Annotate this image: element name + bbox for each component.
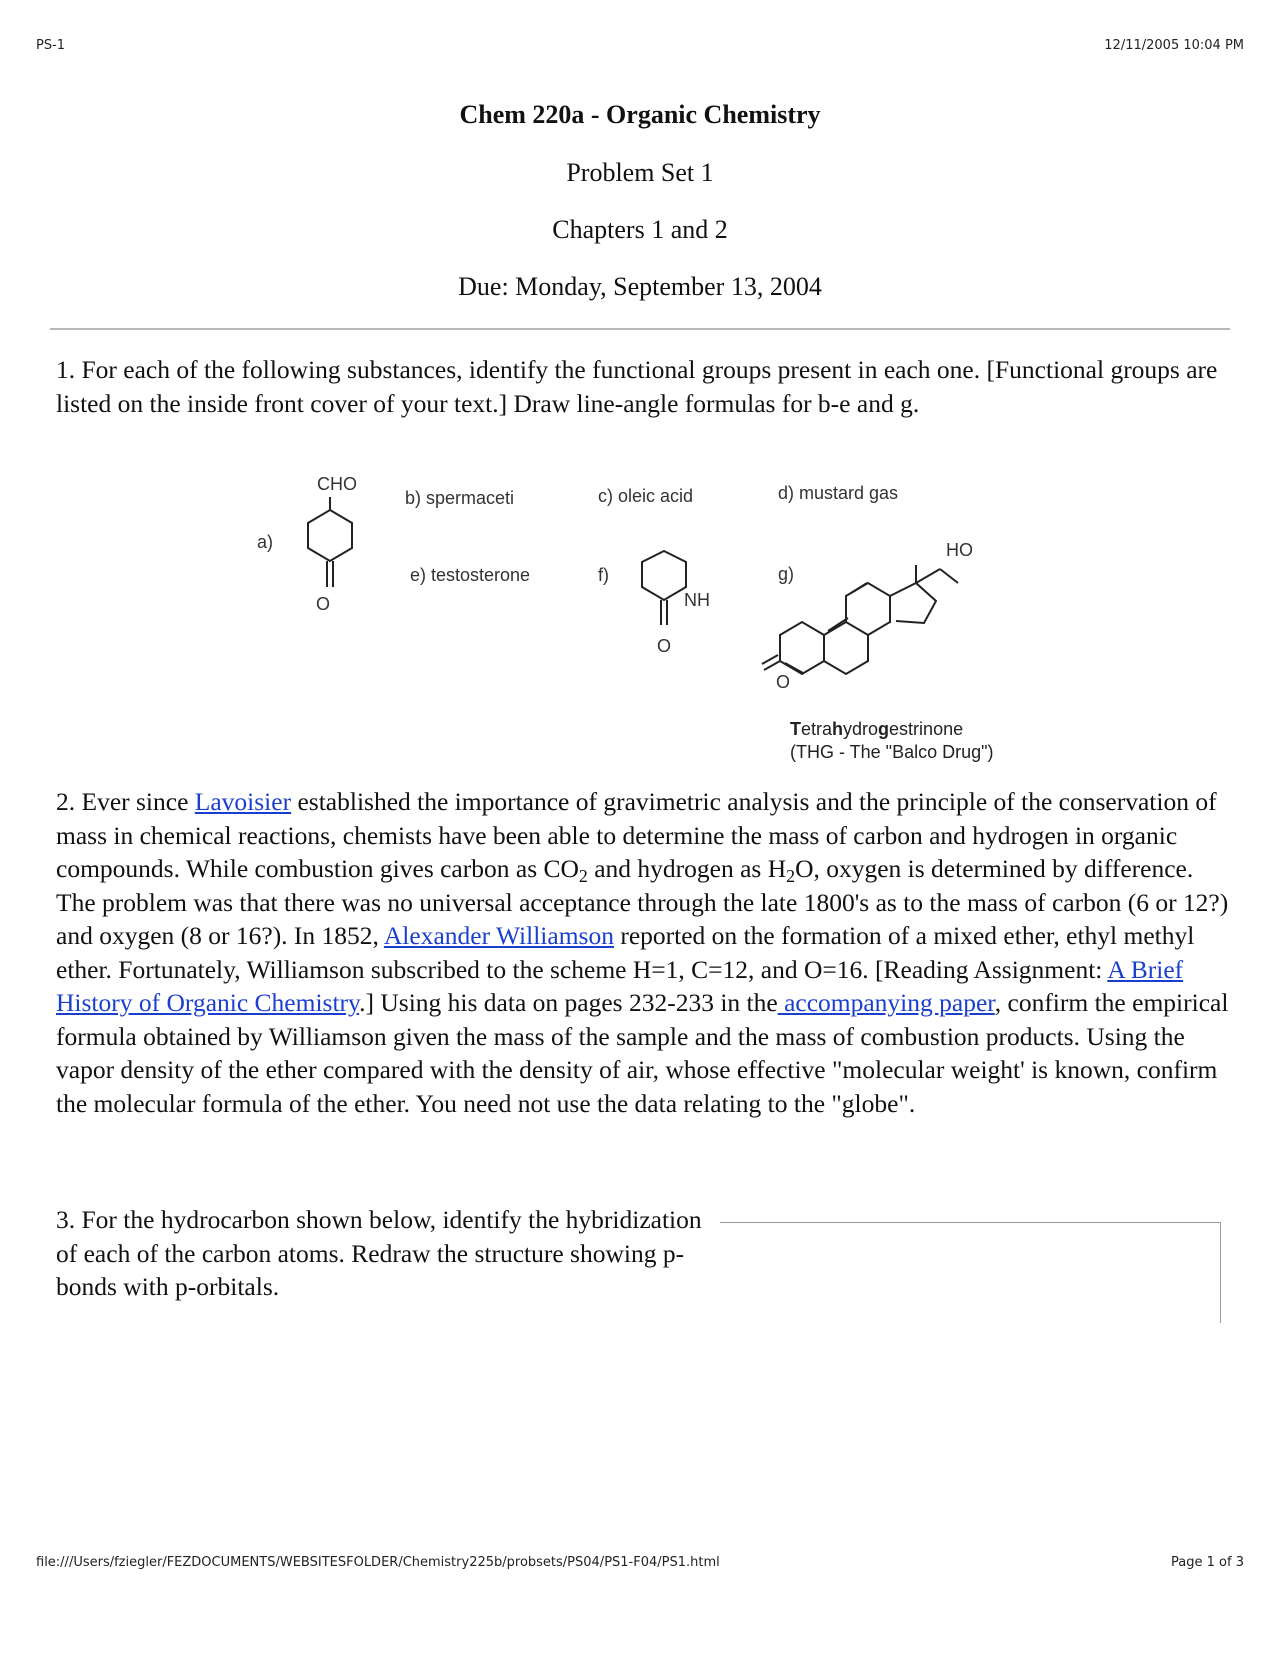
struct-a-label: a) [257, 532, 274, 552]
chapters-label: Chapters 1 and 2 [552, 215, 728, 244]
question-3: 3. For the hydrocarbon shown below, identify the hybridization of each of the carbon atoms. Redraw the structure showing p-bonds with p-orbitals. [56, 1205, 702, 1301]
struct-e-label: e) testosterone [410, 565, 531, 585]
problem-set-label: Problem Set 1 [566, 158, 714, 187]
struct-b-label: b) spermaceti [405, 488, 515, 508]
page-title: Chem 220a - Organic Chemistry [459, 100, 821, 129]
struct-f-o: O [657, 636, 672, 656]
struct-g-label: g) [778, 564, 795, 584]
struct-g-o: O [776, 672, 791, 692]
struct-f-nh: NH [684, 590, 710, 610]
structure-frame [720, 1222, 1221, 1323]
footer-url: file:///Users/fziegler/FEZDOCUMENTS/WEBSITESFOLDER/Chemistry225b/probsets/PS04/PS1-F04/PS1.html [36, 1555, 720, 1570]
link-accompanying-paper[interactable]: accompanying paper [777, 988, 995, 1017]
question-2: 2. Ever since Lavoisier established the importance of gravimetric analysis and the principle of the conservation of mass in chemical reactions, chemists have been able to determine the mass of carbon and hydrogen in organic compounds. While combustion gives carbon as $CO_2$ and hydrogen as $H_2O$, oxygen is determined by difference. The problem was that there was no universal acceptance through the late 1800's as to the mass of carbon (6 or 12?) and oxygen (8 or 16?). In 1852, Alexander Williamson reported on the formation of a mixed ether, ethyl methyl ether. Fortunately, Williamson subscribed to the scheme H=1, C=12, and O=16. [Reading Assignment: A Brief History of Organic Chemistry.] Using his data on pages 232-233 in the accompanying paper, confirm the empirical formula obtained by Williamson given the mass of the sample and the mass of combustion products. Using the vapor density of the ether compared with the density of air, whose effective "molecular weight' is known, confirm the molecular formula of the ether. You need not use the data relating to the "globe". [56, 787, 1229, 1118]
thg-caption-note: (THG - The "Balco Drug") [790, 742, 994, 762]
divider [50, 328, 1230, 330]
struct-d-label: d) mustard gas [778, 483, 899, 503]
struct-a-o: O [316, 594, 331, 614]
footer-page: Page 1 of 3 [1171, 1555, 1244, 1570]
struct-g-ho: HO [946, 540, 973, 560]
link-brief-history[interactable]: A Brief History of Organic Chemistry [56, 954, 1184, 1017]
struct-f-label: f) [598, 565, 609, 585]
due-date: Due: Monday, September 13, 2004 [458, 272, 822, 301]
header-left: PS-1 [36, 38, 66, 53]
question-1: 1. For each of the following substances, identify the functional groups present in each one. [Functional groups are listed on the inside front cover of your text.] Draw line-angle formulas for b-e and g. [56, 355, 1218, 418]
struct-c-label: c) oleic acid [598, 486, 694, 506]
thg-caption-name: Tetrahydrogestrinone [790, 719, 964, 739]
header-right: 12/11/2005 10:04 PM [1104, 38, 1244, 53]
struct-a-cho: CHO [317, 474, 357, 494]
link-alexander-williamson[interactable]: Alexander Williamson [383, 921, 614, 950]
link-lavoisier[interactable]: Lavoisier [194, 787, 292, 816]
